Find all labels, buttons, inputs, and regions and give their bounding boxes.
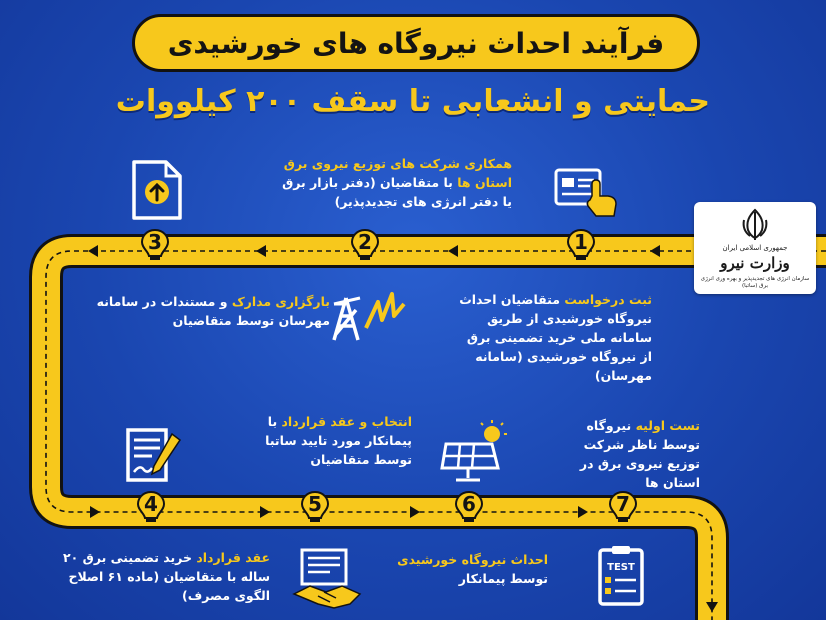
step-4-text <box>44 548 270 605</box>
step-7-description: نیروگاه توسط ناظر شرکت توزیع نیروی برق در استان ها <box>579 418 700 490</box>
step-5-number: 5 <box>308 492 322 516</box>
step-4-marker <box>134 490 168 524</box>
logo-line2: وزارت نیرو <box>720 254 790 272</box>
step-3-number: 3 <box>148 230 162 254</box>
handshake-icon <box>290 546 370 612</box>
step-7-highlight: تست اولیه <box>635 418 700 433</box>
step-2-highlight: همکاری شرکت های توزیع نیروی برق استان ها <box>283 156 512 190</box>
solar-panel-icon <box>440 420 508 484</box>
step-5-marker <box>298 490 332 524</box>
step-5-description: با پیمانکار مورد تایید ساتبا توسط متقاضیان <box>265 414 412 467</box>
emblem-icon <box>740 208 770 242</box>
step-6-number: 6 <box>462 492 476 516</box>
logo-line1: جمهوری اسلامی ایران <box>722 244 788 252</box>
step-3-text <box>60 292 330 330</box>
contract-pen-icon <box>124 424 184 486</box>
step-4-highlight: عقد قرارداد <box>196 550 270 565</box>
step-2-description: با متقاضیان (دفتر بازار برق یا دفتر انرژی های تجدیدپذیر) <box>282 175 512 209</box>
step-7-number: 7 <box>616 492 630 516</box>
step-2-number: 2 <box>358 230 372 254</box>
hand-card-icon <box>552 166 622 224</box>
step-6-marker <box>452 490 486 524</box>
step-6-highlight: احداث نیروگاه خورشیدی <box>397 552 548 567</box>
test-label: TEST <box>607 562 635 573</box>
step-4-number: 4 <box>144 492 158 516</box>
step-1-text <box>452 290 652 385</box>
power-tower-icon <box>326 290 416 344</box>
upload-document-icon <box>128 158 186 222</box>
test-clipboard-icon <box>596 544 646 606</box>
step-7-marker <box>606 490 640 524</box>
step-5-highlight: انتخاب و عقد قرارداد <box>281 414 412 429</box>
page-title: فرآیند احداث نیروگاه های خورشیدی <box>167 26 665 60</box>
step-3-highlight: بارگزاری مدارک <box>231 294 330 309</box>
step-4-description: خرید تضمینی برق ۲۰ ساله با متقاضیان (ماده ۶۱ اصلاح الگوی مصرف) <box>63 550 270 603</box>
ministry-logo <box>694 202 816 294</box>
step-1-number: 1 <box>574 230 588 254</box>
step-7-text <box>560 416 700 492</box>
step-2-marker <box>348 228 382 262</box>
step-1-description: متقاضیان احداث نیروگاه خورشیدی از طریق سامانه ملی خرید تضمینی برق از نیروگاه خورشیدی (سامانه مهرسان) <box>459 292 652 383</box>
step-5-text <box>226 412 412 469</box>
step-2-text <box>270 154 512 211</box>
step-3-marker <box>138 228 172 262</box>
step-6-description: توسط پیمانکار <box>458 571 548 586</box>
page-subtitle: حمایتی و انشعابی تا سقف ۲۰۰ کیلووات <box>115 84 710 119</box>
step-1-marker <box>564 228 598 262</box>
step-1-highlight: ثبت درخواست <box>564 292 652 307</box>
logo-line3: سازمان انرژی های تجدیدپذیر و بهره وری انرژی برق (ساتبا) <box>700 276 810 289</box>
step-6-text <box>388 550 548 588</box>
step-3-description: و مستندات در سامانه مهرسان توسط متقاضیان <box>96 294 330 328</box>
